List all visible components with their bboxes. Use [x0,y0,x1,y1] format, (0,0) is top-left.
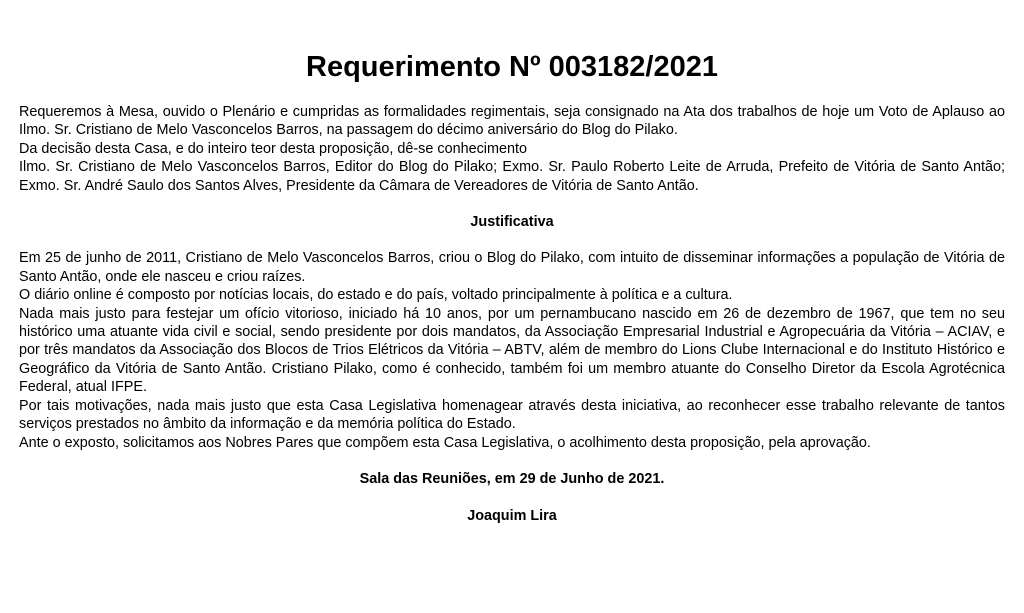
intro-recipients-paragraph: Ilmo. Sr. Cristiano de Melo Vasconcelos Barros, Editor do Blog do Pilako; Exmo. Sr. Paulo Roberto Leite de Arruda, Prefeito de Vitória de Santo Antão; Exmo. Sr. André Saulo dos Santos Alves, Presidente da Câmara de Vereadores de Vitória de Santo Antão. [19,159,1005,194]
intro-notice-paragraph: Da decisão desta Casa, e do inteiro teor desta proposição, dê-se conhecimento [19,140,527,157]
signature-name: Joaquim Lira [467,508,557,525]
justification-paragraph-4: Por tais motivações, nada mais justo que esta Casa Legislativa homenagear através desta iniciativa, ao reconhecer esse trabalho relevante de tantos serviços prestados no âmbito da informação e da memória política do Estado. [19,397,1005,433]
justification-heading: Justificativa [470,214,554,231]
document-title: Requerimento Nº 003182/2021 [306,51,718,83]
intro-section [19,103,1005,195]
justification-paragraph-1: Em 25 de junho de 2011, Cristiano de Melo Vasconcelos Barros, criou o Blog do Pilako, com intuito de disseminar informações a população de Vitória de Santo Antão, onde ele nasceu e criou raízes. [19,250,1005,285]
justification-paragraph-2: O diário online é composto por notícias locais, do estado e do país, voltado principalmente à política e a cultura. [19,287,733,304]
closing-date-line: Sala das Reuniões, em 29 de Junho de 2021. [359,470,665,487]
intro-request-paragraph: Requeremos à Mesa, ouvido o Plenário e cumpridas as formalidades regimentais, seja consignado na Ata dos trabalhos de hoje um Voto de Aplauso ao Ilmo. Sr. Cristiano de Melo Vasconcelos Barros, na passagem do décimo aniversário do Blog do Pilako. [19,104,1005,139]
justification-paragraph-5: Ante o exposto, solicitamos aos Nobres Pares que compõem esta Casa Legislativa, o acolhimento desta proposição, pela aprovação. [19,434,871,451]
justification-section [19,249,1005,451]
justification-paragraph-3: Nada mais justo para festejar um ofício vitorioso, iniciado há 10 anos, por um pernambucano nascido em 26 de dezembro de 1967, que tem no seu histórico uma atuante vida civil e social, sendo presidente por dois mandatos, da Associação Empresarial Industrial e Agropecuária da Vitória – ACIAV, e por três mandatos da Associação dos Blocos de Trios Elétricos da Vitória – ABTV, além de membro do Lions Clube Internacional e do Instituto Histórico e Geográfico da Vitória de Santo Antão. Cristiano Pilako, como é conhecido, também foi um membro atuante do Conselho Diretor da Escola Agrotécnica Federal, atual IFPE. [19,305,1005,396]
